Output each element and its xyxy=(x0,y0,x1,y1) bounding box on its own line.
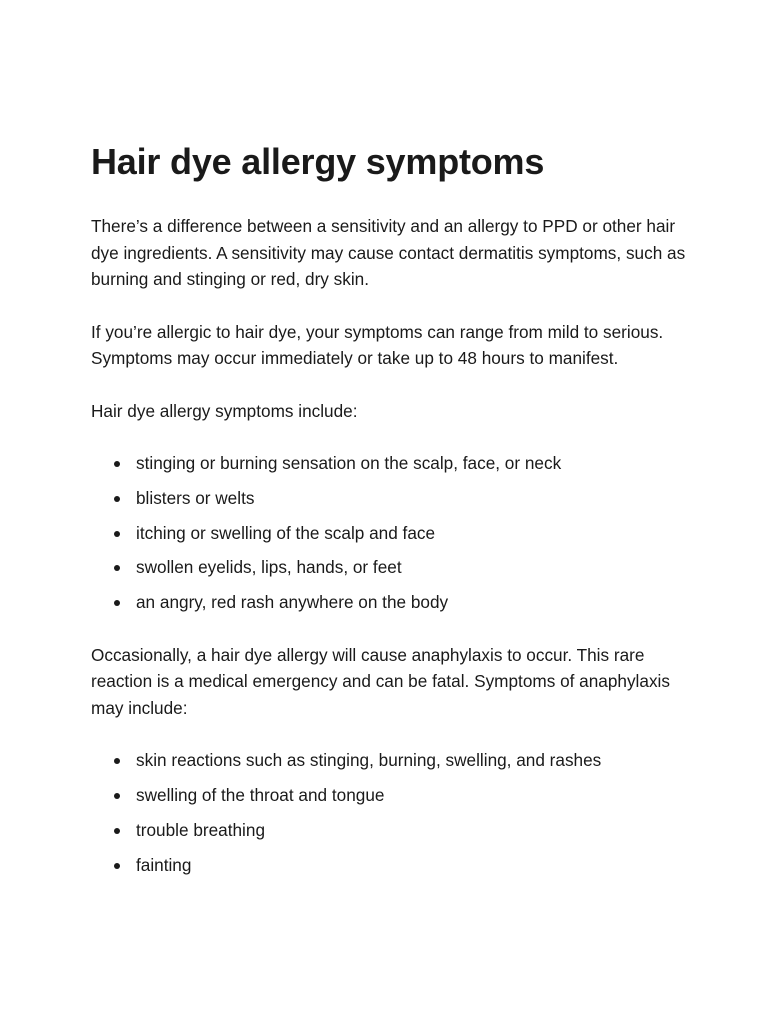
list-item xyxy=(91,852,691,879)
symptoms-list xyxy=(91,450,691,616)
paragraph-symptoms-intro: Hair dye allergy symptoms include: xyxy=(91,400,358,421)
list-item-text: swelling of the throat and tongue xyxy=(136,784,385,805)
list-item xyxy=(91,450,691,477)
list-item-text: swollen eyelids, lips, hands, or feet xyxy=(136,557,402,578)
list-item xyxy=(91,747,691,774)
page-title: Hair dye allergy symptoms xyxy=(91,141,545,182)
bullet-icon xyxy=(114,793,120,799)
bullet-icon xyxy=(114,828,120,834)
list-item xyxy=(91,554,691,581)
bullet-icon xyxy=(114,758,120,764)
list-item xyxy=(91,520,691,547)
list-item-text: skin reactions such as stinging, burning, swelling, and rashes xyxy=(136,750,602,771)
list-item xyxy=(91,817,691,844)
bullet-icon xyxy=(114,496,120,502)
bullet-icon xyxy=(114,461,120,467)
list-item xyxy=(91,485,691,512)
list-item-text: trouble breathing xyxy=(136,819,265,840)
list-item-text: blisters or welts xyxy=(136,487,255,508)
bullet-icon xyxy=(114,565,120,571)
anaphylaxis-symptoms-list xyxy=(91,747,691,878)
list-item-text: itching or swelling of the scalp and face xyxy=(136,522,436,543)
bullet-icon xyxy=(114,531,120,537)
list-item-text: fainting xyxy=(136,854,192,875)
list-item xyxy=(91,589,691,616)
paragraph-allergy-severity: If you’re allergic to hair dye, your symptoms can range from mild to serious. Symptoms may occur immediately or take up to 48 hours to manifest. xyxy=(91,321,664,368)
paragraph-anaphylaxis: Occasionally, a hair dye allergy will cause anaphylaxis to occur. This rare reaction is a medical emergency and can be fatal. Symptoms of anaphylaxis may include: xyxy=(91,644,670,718)
list-item xyxy=(91,782,691,809)
paragraph-sensitivity: There’s a difference between a sensitivity and an allergy to PPD or other hair dye ingredients. A sensitivity may cause contact dermatitis symptoms, such as burning and stinging or red, dry skin. xyxy=(91,216,686,289)
list-item-text: stinging or burning sensation on the scalp, face, or neck xyxy=(136,453,562,473)
bullet-icon xyxy=(114,600,120,606)
article xyxy=(91,140,691,878)
bullet-icon xyxy=(114,863,120,869)
list-item-text: an angry, red rash anywhere on the body xyxy=(136,592,449,613)
